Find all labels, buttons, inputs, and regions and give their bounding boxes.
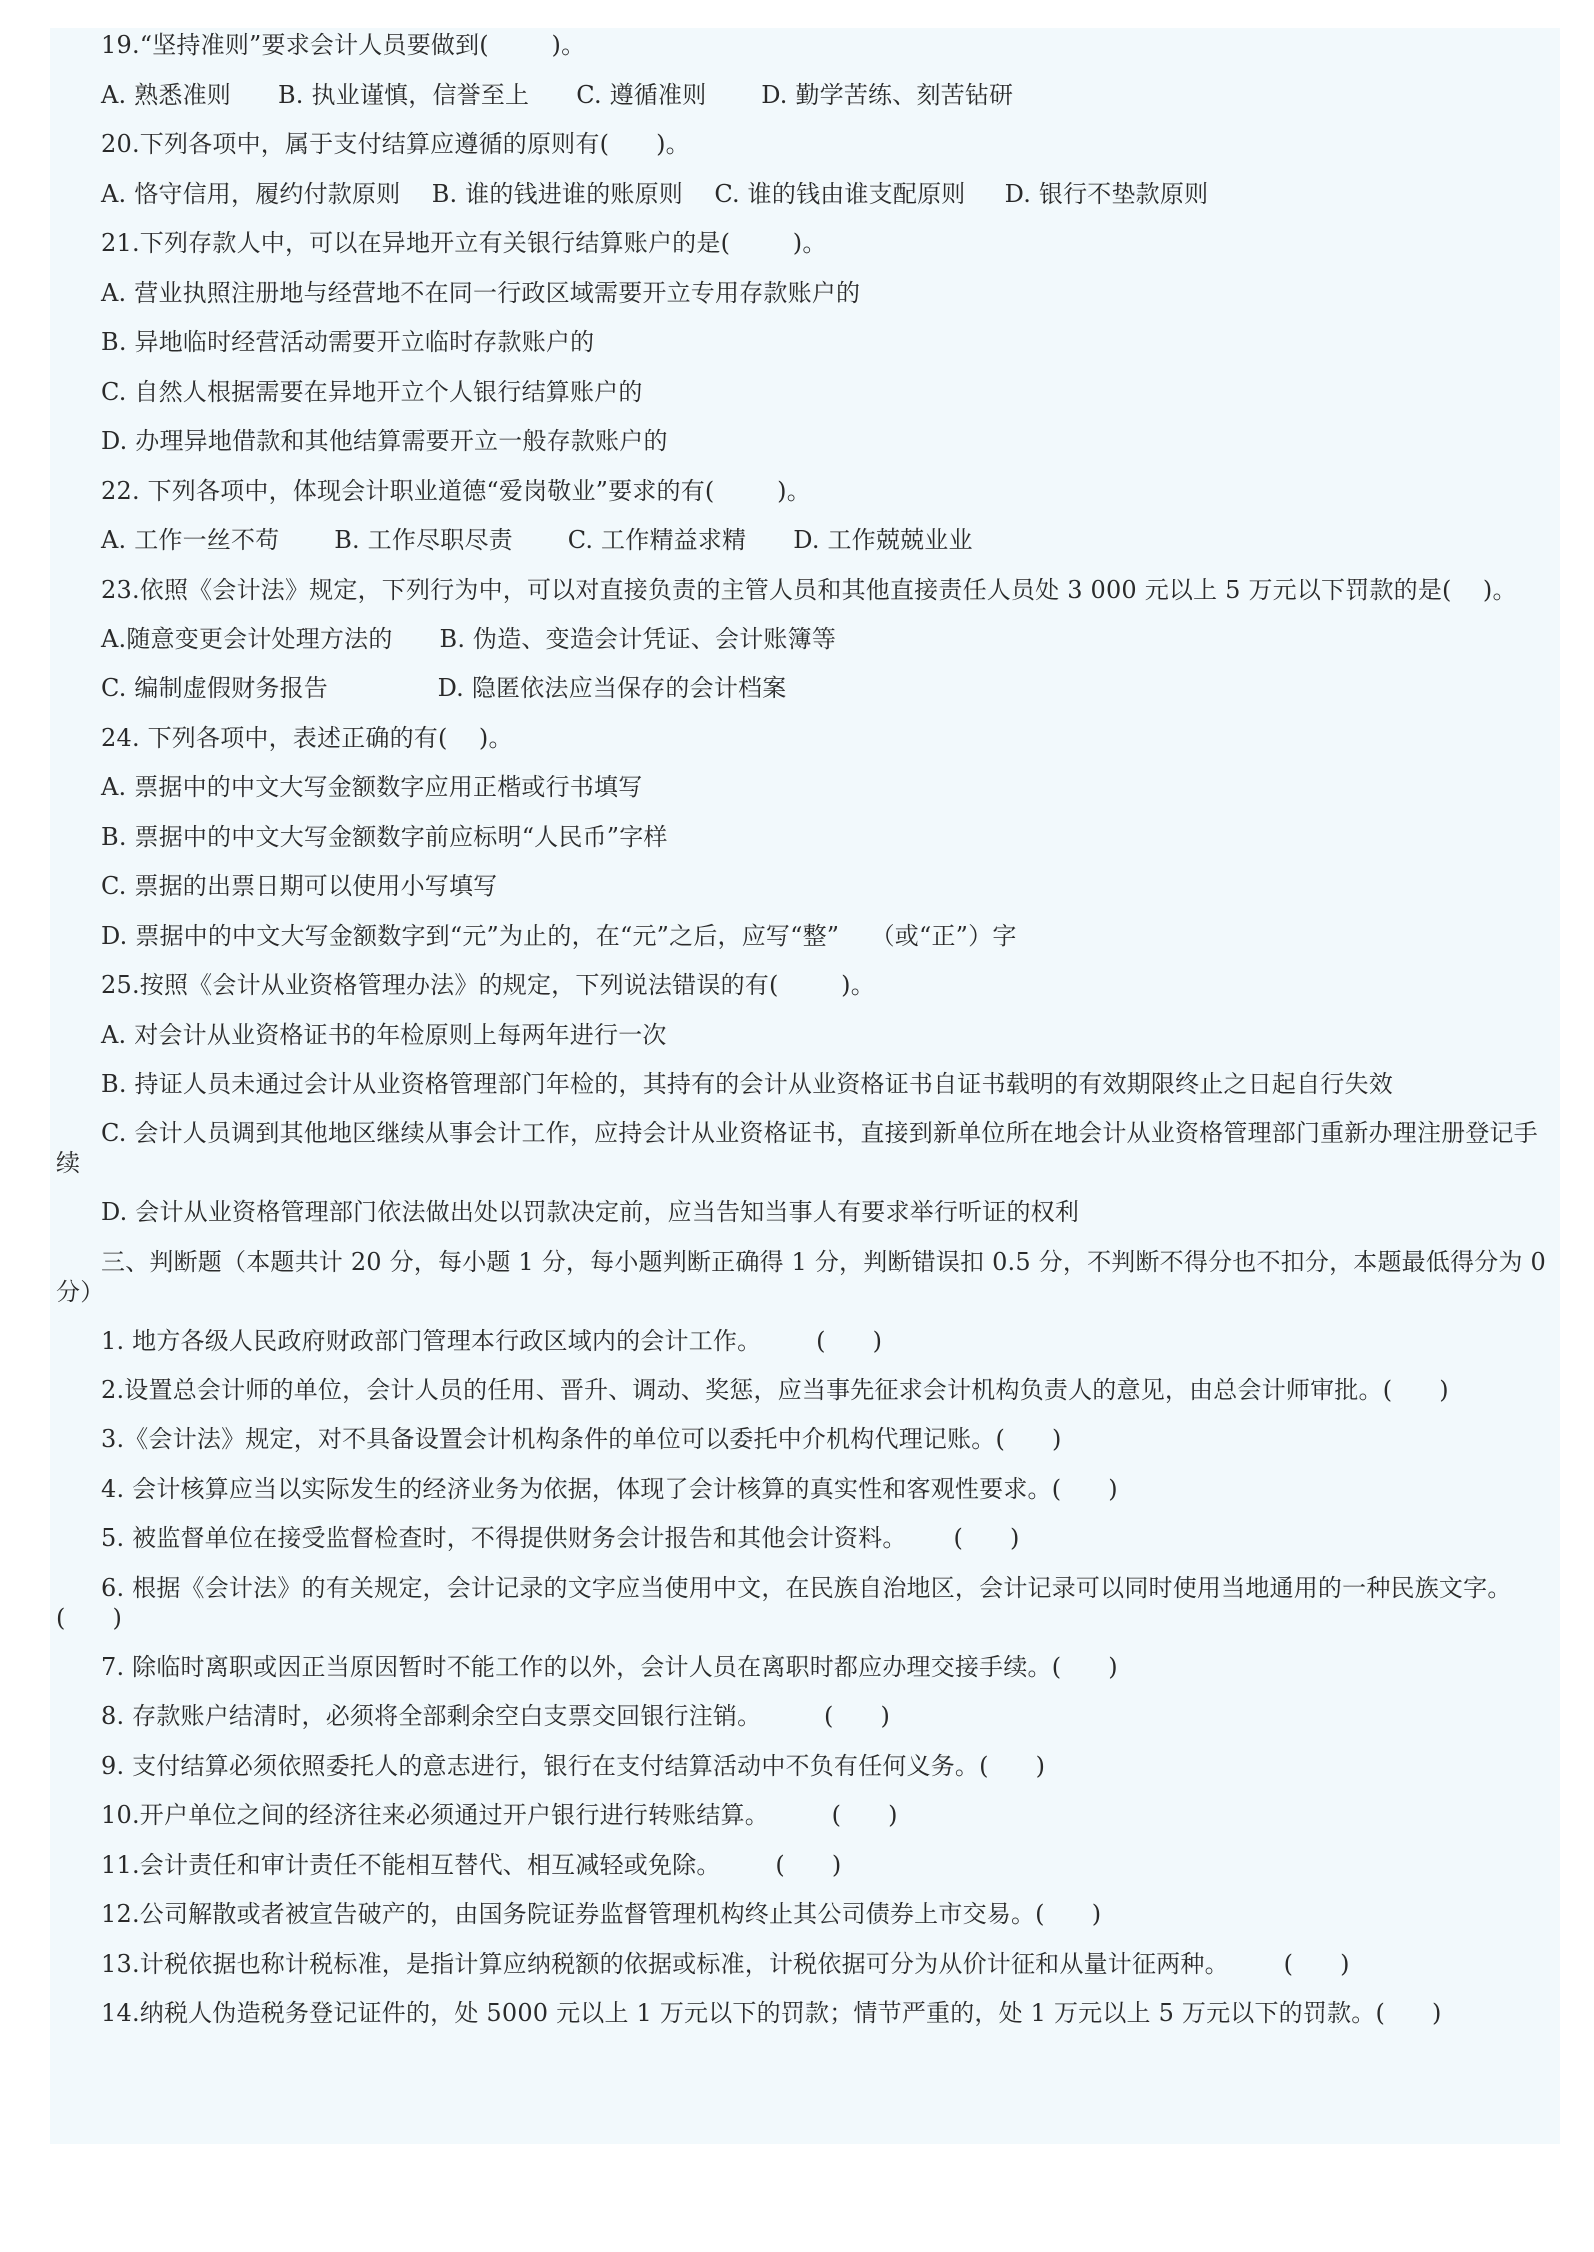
judgment-8: 8. 存款账户结清时，必须将全部剩余空白支票交回银行注销。 ( ) — [101, 1702, 891, 1730]
question-24: 24. 下列各项中，表述正确的有( )。 — [101, 723, 513, 752]
question-20-options: A. 恪守信用，履约付款原则 B. 谁的钱进谁的账原则 C. 谁的钱由谁支配原则 D. 银行不垫款原则 — [101, 179, 1209, 208]
judgment-6: 6. 根据《会计法》的有关规定，会计记录的文字应当使用中文，在民族自治地区，会计记录可以同时使用当地通用的一种民族文字。 ( ) — [56, 1573, 1559, 1632]
question-22: 22. 下列各项中，体现会计职业道德“爱岗敬业”要求的有( )。 — [101, 476, 811, 505]
question-23-options-ab: A.随意变更会计处理方法的 B. 伪造、变造会计凭证、会计账簿等 — [101, 624, 837, 653]
question-19: 19.“坚持准则”要求会计人员要做到( )。 — [101, 31, 586, 59]
section-heading-judgment: 三、判断题（本题共计 20 分，每小题 1 分，每小题判断正确得 1 分，判断错误扣 0.5 分，不判断不得分也不扣分，本题最低得分为 0 分） — [56, 1247, 1554, 1306]
page-content — [50, 28, 1560, 2028]
judgment-1: 1. 地方各级人民政府财政部门管理本行政区域内的会计工作。 ( ) — [101, 1326, 883, 1355]
question-25-option-b: B. 持证人员未通过会计从业资格管理部门年检的，其持有的会计从业资格证书自证书载明的有效期限终止之日起自行失效 — [101, 1070, 1393, 1098]
question-21-option-b: B. 异地临时经营活动需要开立临时存款账户的 — [101, 328, 595, 356]
question-21-option-a: A. 营业执照注册地与经营地不在同一行政区域需要开立专用存款账户的 — [101, 278, 861, 307]
judgment-11: 11.会计责任和审计责任不能相互替代、相互减轻或免除。 ( ) — [101, 1850, 842, 1879]
question-22-options: A. 工作一丝不苟 B. 工作尽职尽责 C. 工作精益求精 D. 工作兢兢业业 — [101, 526, 973, 554]
question-25-option-c: C. 会计人员调到其他地区继续从事会计工作，应持会计从业资格证书，直接到新单位所在地会计从业资格管理部门重新办理注册登记手续 — [56, 1119, 1538, 1177]
judgment-3: 3.《会计法》规定，对不具备设置会计机构条件的单位可以委托中介机构代理记账。( ) — [101, 1425, 1062, 1453]
judgment-7: 7. 除临时离职或因正当原因暂时不能工作的以外，会计人员在离职时都应办理交接手续。( ) — [101, 1652, 1118, 1681]
judgment-10: 10.开户单位之间的经济往来必须通过开户银行进行转账结算。 ( ) — [101, 1801, 898, 1829]
judgment-14: 14.纳税人伪造税务登记证件的，处 5000 元以上 1 万元以下的罚款；情节严重的，处 1 万元以上 5 万元以下的罚款。( ) — [101, 1999, 1442, 2027]
question-21: 21.下列存款人中，可以在异地开立有关银行结算账户的是( )。 — [101, 229, 827, 257]
question-25-option-d: D. 会计从业资格管理部门依法做出处以罚款决定前，应当告知当事人有要求举行听证的权利 — [101, 1198, 1080, 1226]
question-25: 25.按照《会计从业资格管理办法》的规定，下列说法错误的有( )。 — [101, 971, 875, 999]
judgment-9: 9. 支付结算必须依照委托人的意志进行，银行在支付结算活动中不负有任何义务。( ) — [101, 1751, 1046, 1780]
question-25-option-a: A. 对会计从业资格证书的年检原则上每两年进行一次 — [101, 1020, 667, 1049]
question-24-option-d: D. 票据中的中文大写金额数字到“元”为止的，在“元”之后，应写“整” （或“正”）字 — [101, 921, 1017, 950]
document-page — [50, 28, 1560, 2144]
question-24-option-a: A. 票据中的中文大写金额数字应用正楷或行书填写 — [101, 773, 643, 801]
judgment-2: 2.设置总会计师的单位，会计人员的任用、晋升、调动、奖惩，应当事先征求会计机构负责人的意见，由总会计师审批。( ) — [101, 1376, 1449, 1404]
judgment-12: 12.公司解散或者被宣告破产的，由国务院证券监督管理机构终止其公司债券上市交易。( ) — [101, 1900, 1102, 1928]
judgment-5: 5. 被监督单位在接受监督检查时，不得提供财务会计报告和其他会计资料。 ( ) — [101, 1524, 1020, 1552]
question-20: 20.下列各项中，属于支付结算应遵循的原则有( )。 — [101, 130, 690, 158]
judgment-13: 13.计税依据也称计税标准，是指计算应纳税额的依据或标准，计税依据可分为从价计征和从量计征两种。 ( ) — [101, 1949, 1350, 1978]
question-21-option-c: C. 自然人根据需要在异地开立个人银行结算账户的 — [101, 377, 643, 406]
question-24-option-c: C. 票据的出票日期可以使用小写填写 — [101, 872, 498, 900]
question-19-options: A. 熟悉准则 B. 执业谨慎，信誉至上 C. 遵循准则 D. 勤学苦练、刻苦钻研 — [101, 80, 1014, 109]
question-23-options-cd: C. 编制虚假财务报告 D. 隐匿依法应当保存的会计档案 — [101, 674, 787, 702]
question-23: 23.依照《会计法》规定，下列行为中，可以对直接负责的主管人员和其他直接责任人员处 3 000 元以上 5 万元以下罚款的是( )。 — [101, 575, 1517, 604]
judgment-4: 4. 会计核算应当以实际发生的经济业务为依据，体现了会计核算的真实性和客观性要求。( ) — [101, 1474, 1118, 1503]
question-24-option-b: B. 票据中的中文大写金额数字前应标明“人民币”字样 — [101, 822, 668, 851]
question-21-option-d: D. 办理异地借款和其他结算需要开立一般存款账户的 — [101, 427, 668, 455]
